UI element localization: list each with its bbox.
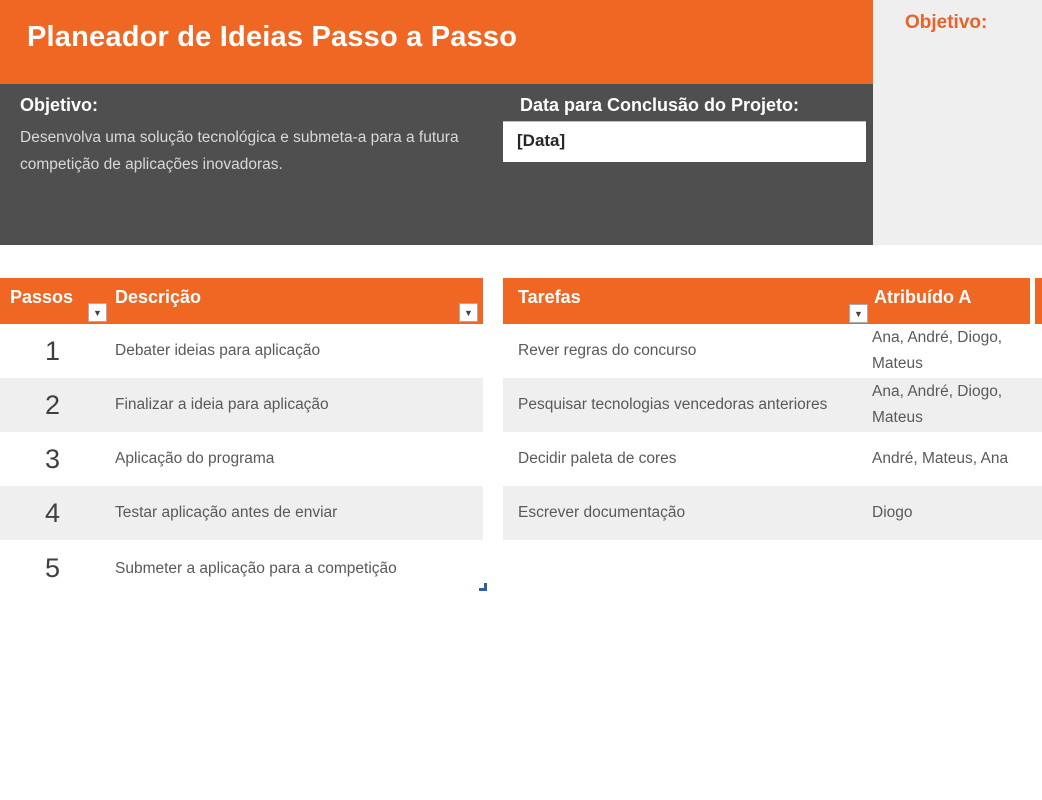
description-filter-button[interactable] xyxy=(459,303,478,322)
tasks-col-header: Tarefas xyxy=(518,287,581,307)
table-row[interactable] xyxy=(0,378,483,432)
filter-dropdown-icon: ▼ xyxy=(93,307,102,318)
table-row[interactable] xyxy=(503,324,1042,378)
filter-dropdown-icon: ▼ xyxy=(854,308,863,319)
steps-table xyxy=(0,278,483,595)
description-col-header: Descrição xyxy=(115,287,202,307)
assigned-col-header: Atribuído A xyxy=(874,287,972,307)
table-row[interactable] xyxy=(503,432,1042,486)
objective-panel xyxy=(0,84,873,245)
task-cell: Rever regras do concurso xyxy=(518,342,697,359)
steps-table-header xyxy=(0,278,483,324)
due-date-label: Data para Conclusão do Projeto: xyxy=(520,95,800,115)
table-row[interactable] xyxy=(0,432,483,486)
side-panel xyxy=(873,0,1042,245)
table-row[interactable] xyxy=(0,540,483,597)
table-row[interactable] xyxy=(503,486,1042,540)
assigned-cell: André, Mateus, Ana xyxy=(872,450,1009,467)
step-description-cell: Finalizar a ideia para aplicação xyxy=(115,396,329,413)
assigned-cell: Diogo xyxy=(872,504,913,521)
due-date-field[interactable] xyxy=(503,121,866,162)
objective-label: Objetivo: xyxy=(20,95,99,115)
task-cell: Escrever documentação xyxy=(518,504,686,521)
step-number-cell: 3 xyxy=(44,443,61,474)
step-number-cell: 5 xyxy=(44,553,61,583)
task-cell: Decidir paleta de cores xyxy=(518,450,677,467)
filter-dropdown-icon: ▼ xyxy=(464,307,473,318)
objective-description: Desenvolva uma solução tecnológica e submeta-a para a futura competição de aplicações inovadoras. xyxy=(20,129,459,173)
side-objective-label: Objetivo: xyxy=(905,12,988,33)
assigned-cell: Ana, André, Diogo, Mateus xyxy=(872,383,1003,426)
steps-col-header: Passos xyxy=(10,287,74,307)
table-row[interactable] xyxy=(503,378,1042,432)
assigned-cell: Ana, André, Diogo, Mateus xyxy=(872,329,1003,372)
step-description-cell: Submeter a aplicação para a competição xyxy=(115,559,397,577)
table-row[interactable] xyxy=(0,324,483,378)
column-divider xyxy=(1030,278,1035,324)
tasks-filter-button[interactable] xyxy=(849,304,868,323)
step-description-cell: Debater ideias para aplicação xyxy=(115,342,321,359)
table-resize-handle[interactable] xyxy=(479,583,487,591)
tasks-table xyxy=(503,278,1042,595)
steps-filter-button[interactable] xyxy=(88,303,107,322)
title-banner xyxy=(0,0,873,84)
step-number-cell: 4 xyxy=(44,497,61,528)
task-cell: Pesquisar tecnologias vencedoras anteriores xyxy=(518,396,828,413)
due-date-value: [Data] xyxy=(517,131,566,150)
table-row[interactable] xyxy=(0,486,483,540)
tasks-table-header xyxy=(503,278,1042,324)
step-description-cell: Aplicação do programa xyxy=(115,450,275,467)
step-number-cell: 1 xyxy=(44,335,61,366)
step-description-cell: Testar aplicação antes de enviar xyxy=(115,504,338,521)
step-number-cell: 2 xyxy=(44,389,61,420)
steps-rows xyxy=(0,324,483,597)
page-title: Planeador de Ideias Passo a Passo xyxy=(27,21,518,53)
tasks-rows xyxy=(503,324,1042,540)
